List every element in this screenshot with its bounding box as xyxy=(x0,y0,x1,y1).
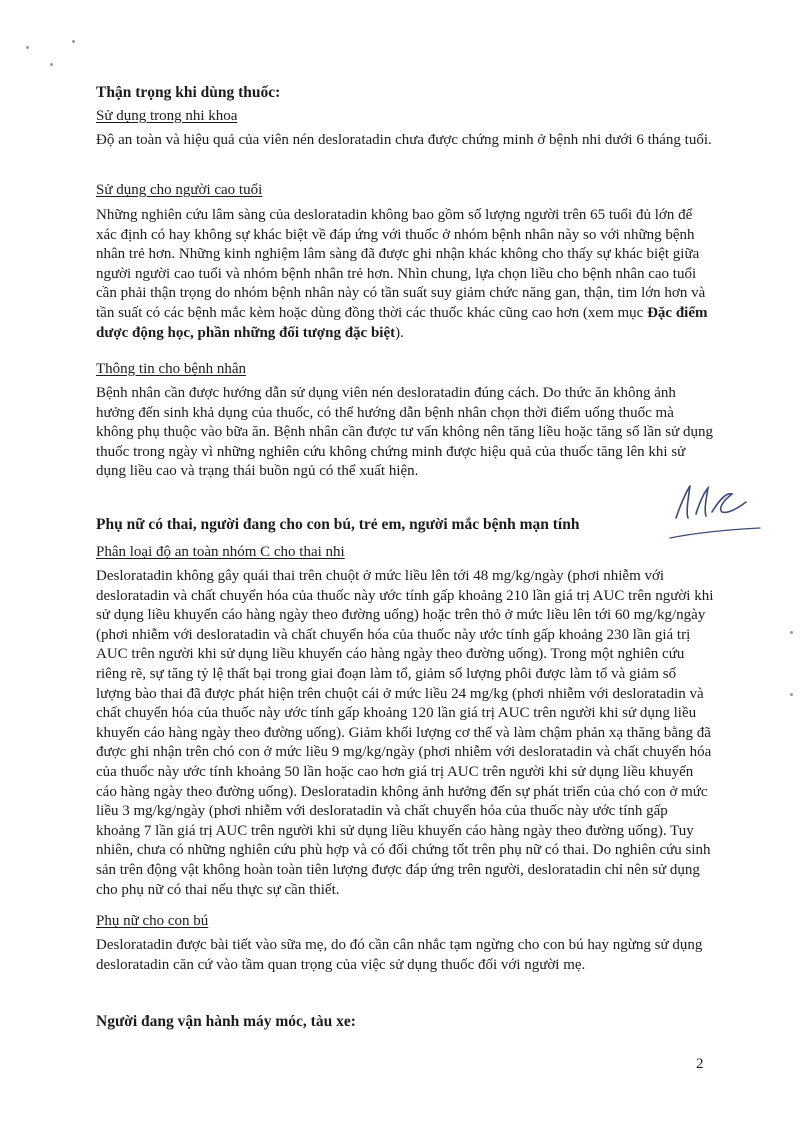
page-number: 2 xyxy=(696,1056,704,1072)
elderly-subheading: Sử dụng cho người cao tuổi xyxy=(96,182,263,198)
scan-speck xyxy=(790,693,793,696)
scan-speck xyxy=(50,63,53,66)
patient-info-subheading: Thông tin cho bệnh nhân xyxy=(96,361,246,377)
pregnancy-subheading: Phân loại độ an toàn nhóm C cho thai nhi xyxy=(96,544,345,560)
elderly-paragraph xyxy=(96,206,714,343)
scan-speck xyxy=(790,631,793,634)
special-groups-heading: Phụ nữ có thai, người đang cho con bú, trẻ em, người mắc bệnh mạn tính xyxy=(96,516,580,533)
pediatric-paragraph: Độ an toàn và hiệu quả của viên nén desloratadin chưa được chứng minh ở bệnh nhi dưới 6 tháng tuổi. xyxy=(96,132,712,148)
patient-info-paragraph: Bệnh nhân cần được hướng dẫn sử dụng viên nén desloratadin đúng cách. Do thức ăn không ảnh hưởng đến sinh khả dụng của thuốc, có thể hướng dẫn bệnh nhân chọn thời điểm uống thuốc mà không phụ thuộc vào bữa ăn. Bệnh nhân cần được tư vấn không nên tăng liều hoặc tăng số lần sử dụng thuốc trong ngày vì những nghiên cứu không chứng minh được hiệu quả của thuốc tăng lên khi sử dụng liều cao và trạng thái buồn ngủ có thể xuất hiện. xyxy=(96,385,713,480)
signature-icon xyxy=(660,478,770,548)
pregnancy-paragraph: Desloratadin không gây quái thai trên chuột ở mức liều lên tới 48 mg/kg/ngày (phơi nhiễm với desloratadin và chất chuyển hóa của thuốc này ước tính gấp khoảng 210 lần giá trị AUC trên người khi sử dụng liều khuyến cáo hàng ngày theo đường uống) hoặc trên thỏ ở mức liều lên tới 60 mg/kg/ngày (phơi nhiễm với desloratadin và chất chuyển hóa của thuốc này ước tính gấp khoảng 230 lần giá trị AUC trên người khi sử dụng liều khuyến cáo hàng ngày theo đường uống). Trong một nghiên cứu riêng rẽ, sự tăng tỷ lệ thất bại trong giai đoạn làm tổ, giảm số lượng phôi được làm tổ và giảm số lượng bào thai đã được phát hiện trên chuột cái ở mức liều 24 mg/kg (phơi nhiễm với desloratadin và chất chuyển hóa của thuốc này ước tính gấp khoảng 120 lần giá trị AUC trên người khi sử dụng liều khuyến cáo hàng ngày theo đường uống). Giảm khối lượng cơ thể và làm chậm phản xạ thăng bằng đã được ghi nhận trên chó con ở mức liều 9 mg/kg/ngày (phơi nhiễm với desloratadin và chất chuyển hóa của thuốc này ước tính khoảng 50 lần hoặc cao hơn giá trị AUC trên người khi sử dụng liều khuyến cáo hàng ngày theo đường uống). Desloratadin không ảnh hưởng đến sự phát triển của chó con ở mức liều 3 mg/kg/ngày (phơi nhiễm với desloratadin và chất chuyển hóa của thuốc này ước tính gấp khoảng 7 lần giá trị AUC trên người khi sử dụng liều khuyến cáo hàng ngày theo đường uống). Tuy nhiên, chưa có những nghiên cứu phù hợp và có đối chứng tốt trên phụ nữ có thai. Do nghiên cứu sinh sản trên động vật không hoàn toàn tiên lượng được đáp ứng trên người, desloratadin chỉ nên sử dụng cho phụ nữ có thai nếu thực sự cần thiết. xyxy=(96,568,714,898)
precautions-heading: Thận trọng khi dùng thuốc: xyxy=(96,84,281,101)
handwritten-signature xyxy=(660,478,770,553)
scan-speck xyxy=(26,46,29,49)
breastfeeding-paragraph: Desloratadin được bài tiết vào sữa mẹ, do đó cần cân nhắc tạm ngừng cho con bú hay ngừng sử dụng desloratadin căn cứ vào tầm quan trọng của việc sử dụng thuốc đối với người mẹ. xyxy=(96,937,703,973)
scan-speck xyxy=(72,40,75,43)
pediatric-subheading: Sử dụng trong nhi khoa xyxy=(96,108,238,124)
breastfeeding-subheading: Phụ nữ cho con bú xyxy=(96,913,209,929)
elderly-crossref: Đặc điểm dược động học, phần những đối tượng đặc biệt xyxy=(96,304,708,341)
elderly-text-end: ). xyxy=(395,324,404,341)
machinery-heading: Người đang vận hành máy móc, tàu xe: xyxy=(96,1013,356,1030)
elderly-text: Những nghiên cứu lâm sàng của desloratadin không bao gồm số lượng người trên 65 tuổi đủ lớn để xác định có hay không sự khác biệt về đáp ứng với thuốc ở nhóm bệnh nhân này so với những bệnh nhân trẻ hơn. Những kinh nghiệm lâm sàng đã được ghi nhận khác không cho thấy sự khác biệt giữa người người cao tuổi và nhóm bệnh nhân trẻ hơn. Nhìn chung, lựa chọn liều cho bệnh nhân cao tuổi cần phải thận trọng do nhóm bệnh nhân này có tần suất suy giảm chức năng gan, thận, tim lớn hơn và tần suất có các bệnh mắc kèm hoặc dùng đồng thời các thuốc khác cũng cao hơn (xem mục xyxy=(96,207,706,321)
